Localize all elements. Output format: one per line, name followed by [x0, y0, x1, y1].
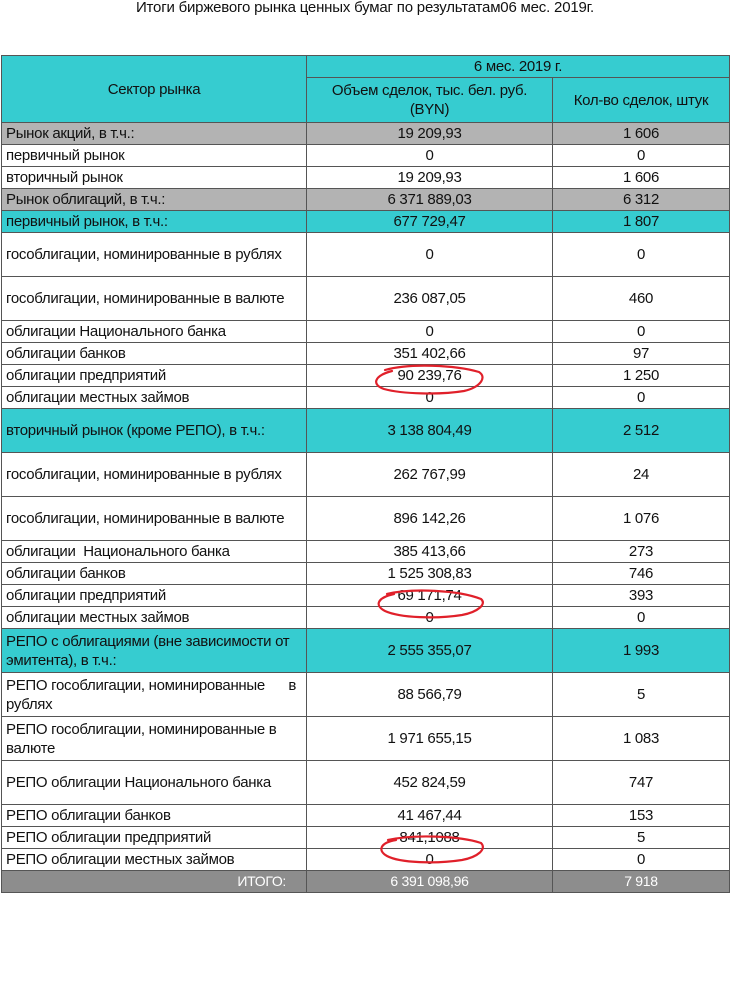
row-volume: 385 413,66 [307, 541, 553, 563]
total-count: 7 918 [553, 871, 730, 893]
row-label: Рынок облигаций, в т.ч.: [2, 189, 307, 211]
table-row [2, 585, 730, 607]
row-volume: 0 [307, 607, 553, 629]
row-label: облигации местных займов [2, 607, 307, 629]
row-label-tail: в [288, 676, 296, 694]
table-row [2, 541, 730, 563]
row-label-line2: рублях [6, 695, 53, 713]
row-label: РЕПО с облигациями (вне зависимости от эмитента), в т.ч.: [2, 629, 307, 673]
table-row [2, 145, 730, 167]
row-count: 1 993 [553, 629, 730, 673]
row-count: 5 [553, 673, 730, 717]
row-count: 1 606 [553, 123, 730, 145]
row-volume: 351 402,66 [307, 343, 553, 365]
row-count: 5 [553, 827, 730, 849]
row-count: 1 083 [553, 717, 730, 761]
row-label: РЕПО гособлигации, номинированные [6, 676, 265, 694]
header-period: 6 мес. 2019 г. [307, 56, 730, 78]
row-label: Рынок акций, в т.ч.: [2, 123, 307, 145]
row-count: 746 [553, 563, 730, 585]
row-volume: 236 087,05 [307, 277, 553, 321]
row-volume: 896 142,26 [307, 497, 553, 541]
row-volume: 0 [307, 233, 553, 277]
row-label: первичный рынок [2, 145, 307, 167]
total-label: ИТОГО: [2, 871, 307, 893]
row-count: 153 [553, 805, 730, 827]
row-label: вторичный рынок (кроме РЕПО), в т.ч.: [2, 409, 307, 453]
row-count: 0 [553, 387, 730, 409]
table-row [2, 409, 730, 453]
row-label: РЕПО гособлигации, номинированные в валюте [2, 717, 307, 761]
row-label: вторичный рынок [2, 167, 307, 189]
row-count: 1 606 [553, 167, 730, 189]
table-row [2, 365, 730, 387]
row-label: облигации местных займов [2, 387, 307, 409]
row-volume: 0 [307, 849, 553, 871]
table-row [2, 607, 730, 629]
row-volume: 1 971 655,15 [307, 717, 553, 761]
table-row [2, 343, 730, 365]
table-row [2, 497, 730, 541]
row-label: гособлигации, номинированные в рублях [2, 453, 307, 497]
market-results-table [1, 55, 730, 893]
row-volume: 2 555 355,07 [307, 629, 553, 673]
row-label: РЕПО облигации предприятий [2, 827, 307, 849]
row-volume: 841,1088 [307, 827, 553, 849]
row-label: гособлигации, номинированные в валюте [2, 497, 307, 541]
header-sector: Сектор рынка [2, 56, 307, 123]
row-count: 393 [553, 585, 730, 607]
table-row [2, 563, 730, 585]
row-label: РЕПО облигации местных займов [2, 849, 307, 871]
row-volume: 3 138 804,49 [307, 409, 553, 453]
row-label: облигации предприятий [2, 585, 307, 607]
row-volume: 6 371 889,03 [307, 189, 553, 211]
row-label: облигации Национального банка [2, 541, 307, 563]
table-row [2, 673, 730, 717]
row-count: 2 512 [553, 409, 730, 453]
row-volume: 41 467,44 [307, 805, 553, 827]
row-count: 1 807 [553, 211, 730, 233]
row-volume: 0 [307, 145, 553, 167]
table-row [2, 211, 730, 233]
row-label: РЕПО облигации банков [2, 805, 307, 827]
row-volume: 0 [307, 321, 553, 343]
table-row [2, 277, 730, 321]
row-count: 1 076 [553, 497, 730, 541]
row-count: 747 [553, 761, 730, 805]
row-volume: 452 824,59 [307, 761, 553, 805]
row-count: 97 [553, 343, 730, 365]
total-row [2, 871, 730, 893]
row-volume: 677 729,47 [307, 211, 553, 233]
row-volume: 19 209,93 [307, 123, 553, 145]
table-row [2, 805, 730, 827]
table-row [2, 189, 730, 211]
row-volume: 1 525 308,83 [307, 563, 553, 585]
row-count: 0 [553, 849, 730, 871]
row-label: облигации банков [2, 563, 307, 585]
table-row [2, 453, 730, 497]
row-label: гособлигации, номинированные в рублях [2, 233, 307, 277]
table-row [2, 123, 730, 145]
row-label: облигации Национального банка [2, 321, 307, 343]
row-count: 0 [553, 233, 730, 277]
total-volume: 6 391 098,96 [307, 871, 553, 893]
row-label: гособлигации, номинированные в валюте [2, 277, 307, 321]
table-row [2, 233, 730, 277]
table-row [2, 629, 730, 673]
header-volume: Объем сделок, тыс. бел. руб. (BYN) [307, 78, 553, 123]
table-row [2, 761, 730, 805]
page-title: Итоги биржевого рынка ценных бумаг по результатам06 мес. 2019г. [135, 0, 595, 16]
row-volume: 19 209,93 [307, 167, 553, 189]
row-count: 0 [553, 145, 730, 167]
row-label-line1 [6, 676, 302, 695]
row-count: 6 312 [553, 189, 730, 211]
row-label: облигации банков [2, 343, 307, 365]
table-row [2, 717, 730, 761]
row-volume: 90 239,76 [307, 365, 553, 387]
row-volume: 69 171,74 [307, 585, 553, 607]
header-count: Кол-во сделок, штук [553, 78, 730, 123]
table-row [2, 321, 730, 343]
row-count: 0 [553, 321, 730, 343]
row-volume: 0 [307, 387, 553, 409]
table-row [2, 827, 730, 849]
table-row [2, 387, 730, 409]
row-count: 273 [553, 541, 730, 563]
row-count: 0 [553, 607, 730, 629]
row-count: 1 250 [553, 365, 730, 387]
row-count: 460 [553, 277, 730, 321]
table-row [2, 849, 730, 871]
row-label: РЕПО облигации Национального банка [2, 761, 307, 805]
row-label: первичный рынок, в т.ч.: [2, 211, 307, 233]
row-volume: 262 767,99 [307, 453, 553, 497]
row-label: облигации предприятий [2, 365, 307, 387]
row-label-cell [2, 673, 307, 717]
table-row [2, 167, 730, 189]
row-volume: 88 566,79 [307, 673, 553, 717]
row-count: 24 [553, 453, 730, 497]
